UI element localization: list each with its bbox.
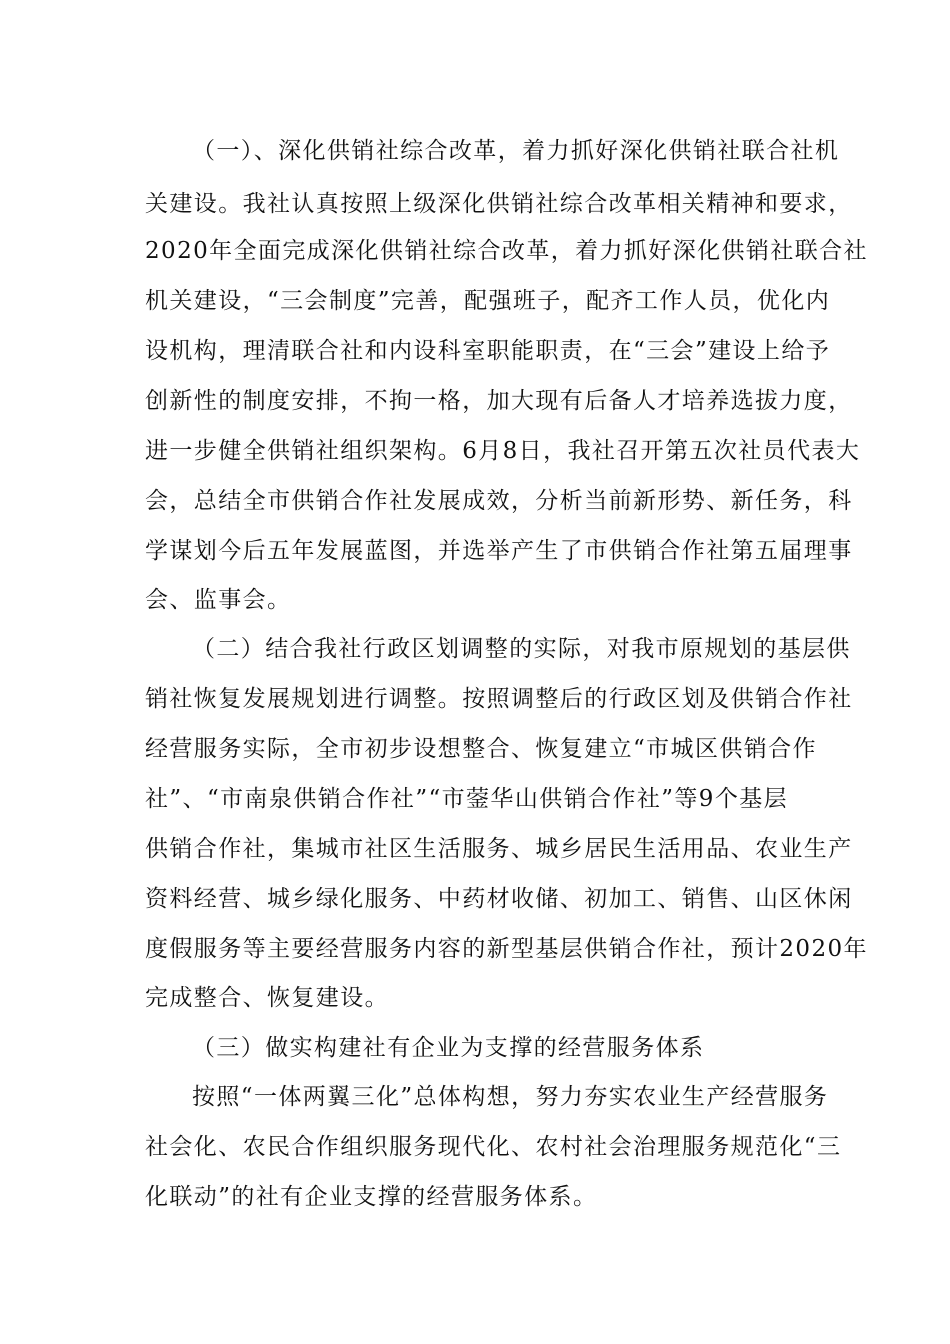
paragraph-1-line-6: 创新性的制度安排，不拘一格，加大现有后备人才培养选拔力度， (145, 388, 853, 414)
paragraph-3-line-1: 按照“一体两翼三化”总体构想，努力夯实农业生产经营服务 (192, 1084, 829, 1110)
paragraph-2-line-3: 经营服务实际，全市初步设想整合、恢复建立“市城区供销合作 (145, 736, 817, 762)
paragraph-1-line-5: 设机构，理清联合社和内设科室职能职责，在“三会”建设上给予 (145, 338, 831, 364)
paragraph-1-line-2: 关建设。我社认真按照上级深化供销社综合改革相关精神和要求， (145, 191, 853, 217)
paragraph-1-line-1: （一）、深化供销社综合改革，着力抓好深化供销社联合社机 (192, 138, 840, 164)
paragraph-3-line-3: 化联动”的社有企业支撑的经营服务体系。 (145, 1184, 598, 1210)
paragraph-2-line-7: 度假服务等主要经营服务内容的新型基层供销合作社，预计2020年 (145, 936, 868, 962)
paragraph-2-line-8: 完成整合、恢复建设。 (145, 985, 389, 1011)
paragraph-1-line-7: 进一步健全供销社组织架构。6月8日，我社召开第五次社员代表大 (145, 438, 861, 464)
paragraph-1-line-8: 会，总结全市供销合作社发展成效，分析当前新形势、新任务，科 (145, 488, 853, 514)
paragraph-1-line-10: 会、监事会。 (145, 587, 292, 613)
paragraph-1-line-3: 2020年全面完成深化供销社综合改革，着力抓好深化供销社联合社 (145, 238, 868, 264)
paragraph-2-line-1: （二）结合我社行政区划调整的实际，对我市原规划的基层供 (192, 636, 851, 662)
paragraph-1-line-4: 机关建设，“三会制度”完善，配强班子，配齐工作人员，优化内 (145, 288, 831, 314)
paragraph-2-line-2: 销社恢复发展规划进行调整。按照调整后的行政区划及供销合作社 (145, 686, 853, 712)
section-3-heading: （三）做实构建社有企业为支撑的经营服务体系 (192, 1035, 705, 1061)
paragraph-2-line-5: 供销合作社，集城市社区生活服务、城乡居民生活用品、农业生产 (145, 836, 853, 862)
paragraph-2-line-4: 社”、“市南泉供销合作社”“市蓥华山供销合作社”等9个基层 (145, 786, 789, 812)
paragraph-1-line-9: 学谋划今后五年发展蓝图，并选举产生了市供销合作社第五届理事 (145, 538, 853, 564)
paragraph-3-line-2: 社会化、农民合作组织服务现代化、农村社会治理服务规范化“三 (145, 1134, 842, 1160)
paragraph-2-line-6: 资料经营、城乡绿化服务、中药材收储、初加工、销售、山区休闲 (145, 886, 853, 912)
